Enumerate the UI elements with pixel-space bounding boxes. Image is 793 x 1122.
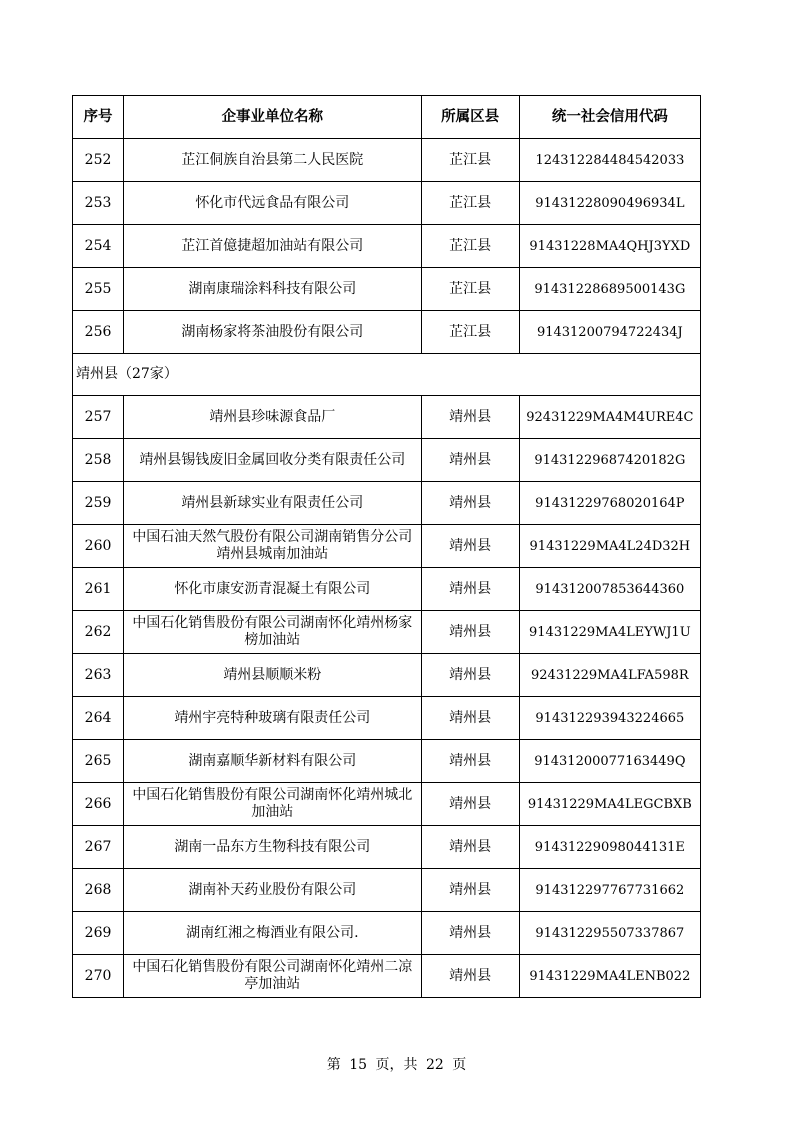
cell-district: 靖州县 [421,869,519,912]
cell-no: 268 [73,869,124,912]
header-no: 序号 [73,96,124,139]
cell-code: 12431228448454203З [519,139,700,182]
cell-name: 湖南嘉顺华新材料有限公司 [124,740,421,783]
cell-no: 265 [73,740,124,783]
cell-district: 靖州县 [421,439,519,482]
cell-no: 252 [73,139,124,182]
cell-district: 靖州县 [421,783,519,826]
cell-name: 湖南红湘之梅酒业有限公司. [124,912,421,955]
header-name: 企事业单位名称 [124,96,421,139]
cell-district: 靖州县 [421,740,519,783]
cell-code: 914312293943224665 [519,697,700,740]
cell-district: 芷江县 [421,182,519,225]
table-row [73,182,701,225]
table-row [73,568,701,611]
cell-name: 靖州宇亮特种玻璃有限责任公司 [124,697,421,740]
table-row [73,139,701,182]
cell-code: 91431229MA4LEGCBXB [519,783,700,826]
cell-code: 91431229MA4L24D32H [519,525,700,568]
cell-code: 91431228689500143G [519,268,700,311]
table-row [73,783,701,826]
cell-no: 269 [73,912,124,955]
table-section [73,354,701,396]
cell-district: 靖州县 [421,826,519,869]
cell-code: 914312297767731662 [519,869,700,912]
cell-no: 254 [73,225,124,268]
header-code: 统一社会信用代码 [519,96,700,139]
cell-district: 芷江县 [421,268,519,311]
cell-district: 靖州县 [421,654,519,697]
cell-no: 270 [73,955,124,998]
cell-no: 266 [73,783,124,826]
cell-name: 怀化市康安沥青混凝土有限公司 [124,568,421,611]
cell-code: 91431229098044131E [519,826,700,869]
table-row [73,439,701,482]
cell-no: 264 [73,697,124,740]
section-row [73,354,701,396]
footer-suffix: 页 [452,1057,467,1073]
table-row [73,482,701,525]
cell-name: 靖州县顺顺米粉 [124,654,421,697]
cell-district: 芷江县 [421,311,519,354]
footer-total: 22 [425,1057,444,1073]
table-row [73,611,701,654]
section-label: 靖州县（27家） [73,354,701,396]
cell-code: 92431229MA4M4URE4C [519,396,700,439]
cell-no: 257 [73,396,124,439]
table-row [73,912,701,955]
table-row [73,654,701,697]
cell-code: 92431229MA4LFA598R [519,654,700,697]
cell-code: 91431229687420182G [519,439,700,482]
enterprise-table [72,95,701,998]
cell-name: 中国石化销售股份有限公司湖南怀化靖州杨家榜加油站 [124,611,421,654]
cell-code: 91431200794722434J [519,311,700,354]
footer-prefix: 第 [326,1057,341,1073]
table-row [73,869,701,912]
table-row [73,396,701,439]
cell-no: 267 [73,826,124,869]
cell-code: 914312007853644360 [519,568,700,611]
cell-name: 湖南杨家将茶油股份有限公司 [124,311,421,354]
table-row [73,311,701,354]
cell-code: 91431200077163449Q [519,740,700,783]
cell-name: 湖南康瑞涂料科技有限公司 [124,268,421,311]
cell-district: 靖州县 [421,955,519,998]
cell-code: 91431228MA4QHJ3YXD [519,225,700,268]
cell-no: 258 [73,439,124,482]
page-footer [0,1054,793,1074]
cell-name: 怀化市代远食品有限公司 [124,182,421,225]
cell-no: 255 [73,268,124,311]
cell-district: 靖州县 [421,912,519,955]
table-body-top [73,139,701,354]
cell-no: 263 [73,654,124,697]
cell-no: 259 [73,482,124,525]
cell-no: 260 [73,525,124,568]
cell-district: 芷江县 [421,225,519,268]
cell-code: 91431229768020164P [519,482,700,525]
cell-district: 芷江县 [421,139,519,182]
table-row [73,268,701,311]
cell-district: 靖州县 [421,396,519,439]
cell-name: 靖州县新球实业有限责任公司 [124,482,421,525]
cell-district: 靖州县 [421,482,519,525]
cell-district: 靖州县 [421,525,519,568]
cell-no: 256 [73,311,124,354]
table-row [73,740,701,783]
cell-no: 253 [73,182,124,225]
cell-code: 91431229MA4LEYWJ1U [519,611,700,654]
cell-name: 芷江首億捷超加油站有限公司 [124,225,421,268]
cell-no: 262 [73,611,124,654]
footer-mid: 页，共 [375,1057,418,1073]
cell-name: 中国石化销售股份有限公司湖南怀化靖州二凉亭加油站 [124,955,421,998]
cell-name: 中国石化销售股份有限公司湖南怀化靖州城北加油站 [124,783,421,826]
cell-district: 靖州县 [421,611,519,654]
cell-district: 靖州县 [421,697,519,740]
cell-no: 261 [73,568,124,611]
cell-name: 中国石油天然气股份有限公司湖南销售分公司靖州县城南加油站 [124,525,421,568]
cell-name: 湖南补天药业股份有限公司 [124,869,421,912]
cell-code: 91431228090496934L [519,182,700,225]
cell-code: 914312295507337867 [519,912,700,955]
table-row [73,955,701,998]
table-row [73,697,701,740]
table-body-bottom [73,396,701,998]
cell-name: 湖南一品东方生物科技有限公司 [124,826,421,869]
footer-page: 15 [349,1057,368,1073]
table-header-row [73,96,701,139]
cell-district: 靖州县 [421,568,519,611]
table-row [73,525,701,568]
cell-name: 靖州县锡钱废旧金属回收分类有限责任公司 [124,439,421,482]
header-district: 所属区县 [421,96,519,139]
cell-code: 91431229MA4LENB022 [519,955,700,998]
table-row [73,826,701,869]
cell-name: 芷江侗族自治县第二人民医院 [124,139,421,182]
cell-name: 靖州县珍味源食品厂 [124,396,421,439]
table-row [73,225,701,268]
